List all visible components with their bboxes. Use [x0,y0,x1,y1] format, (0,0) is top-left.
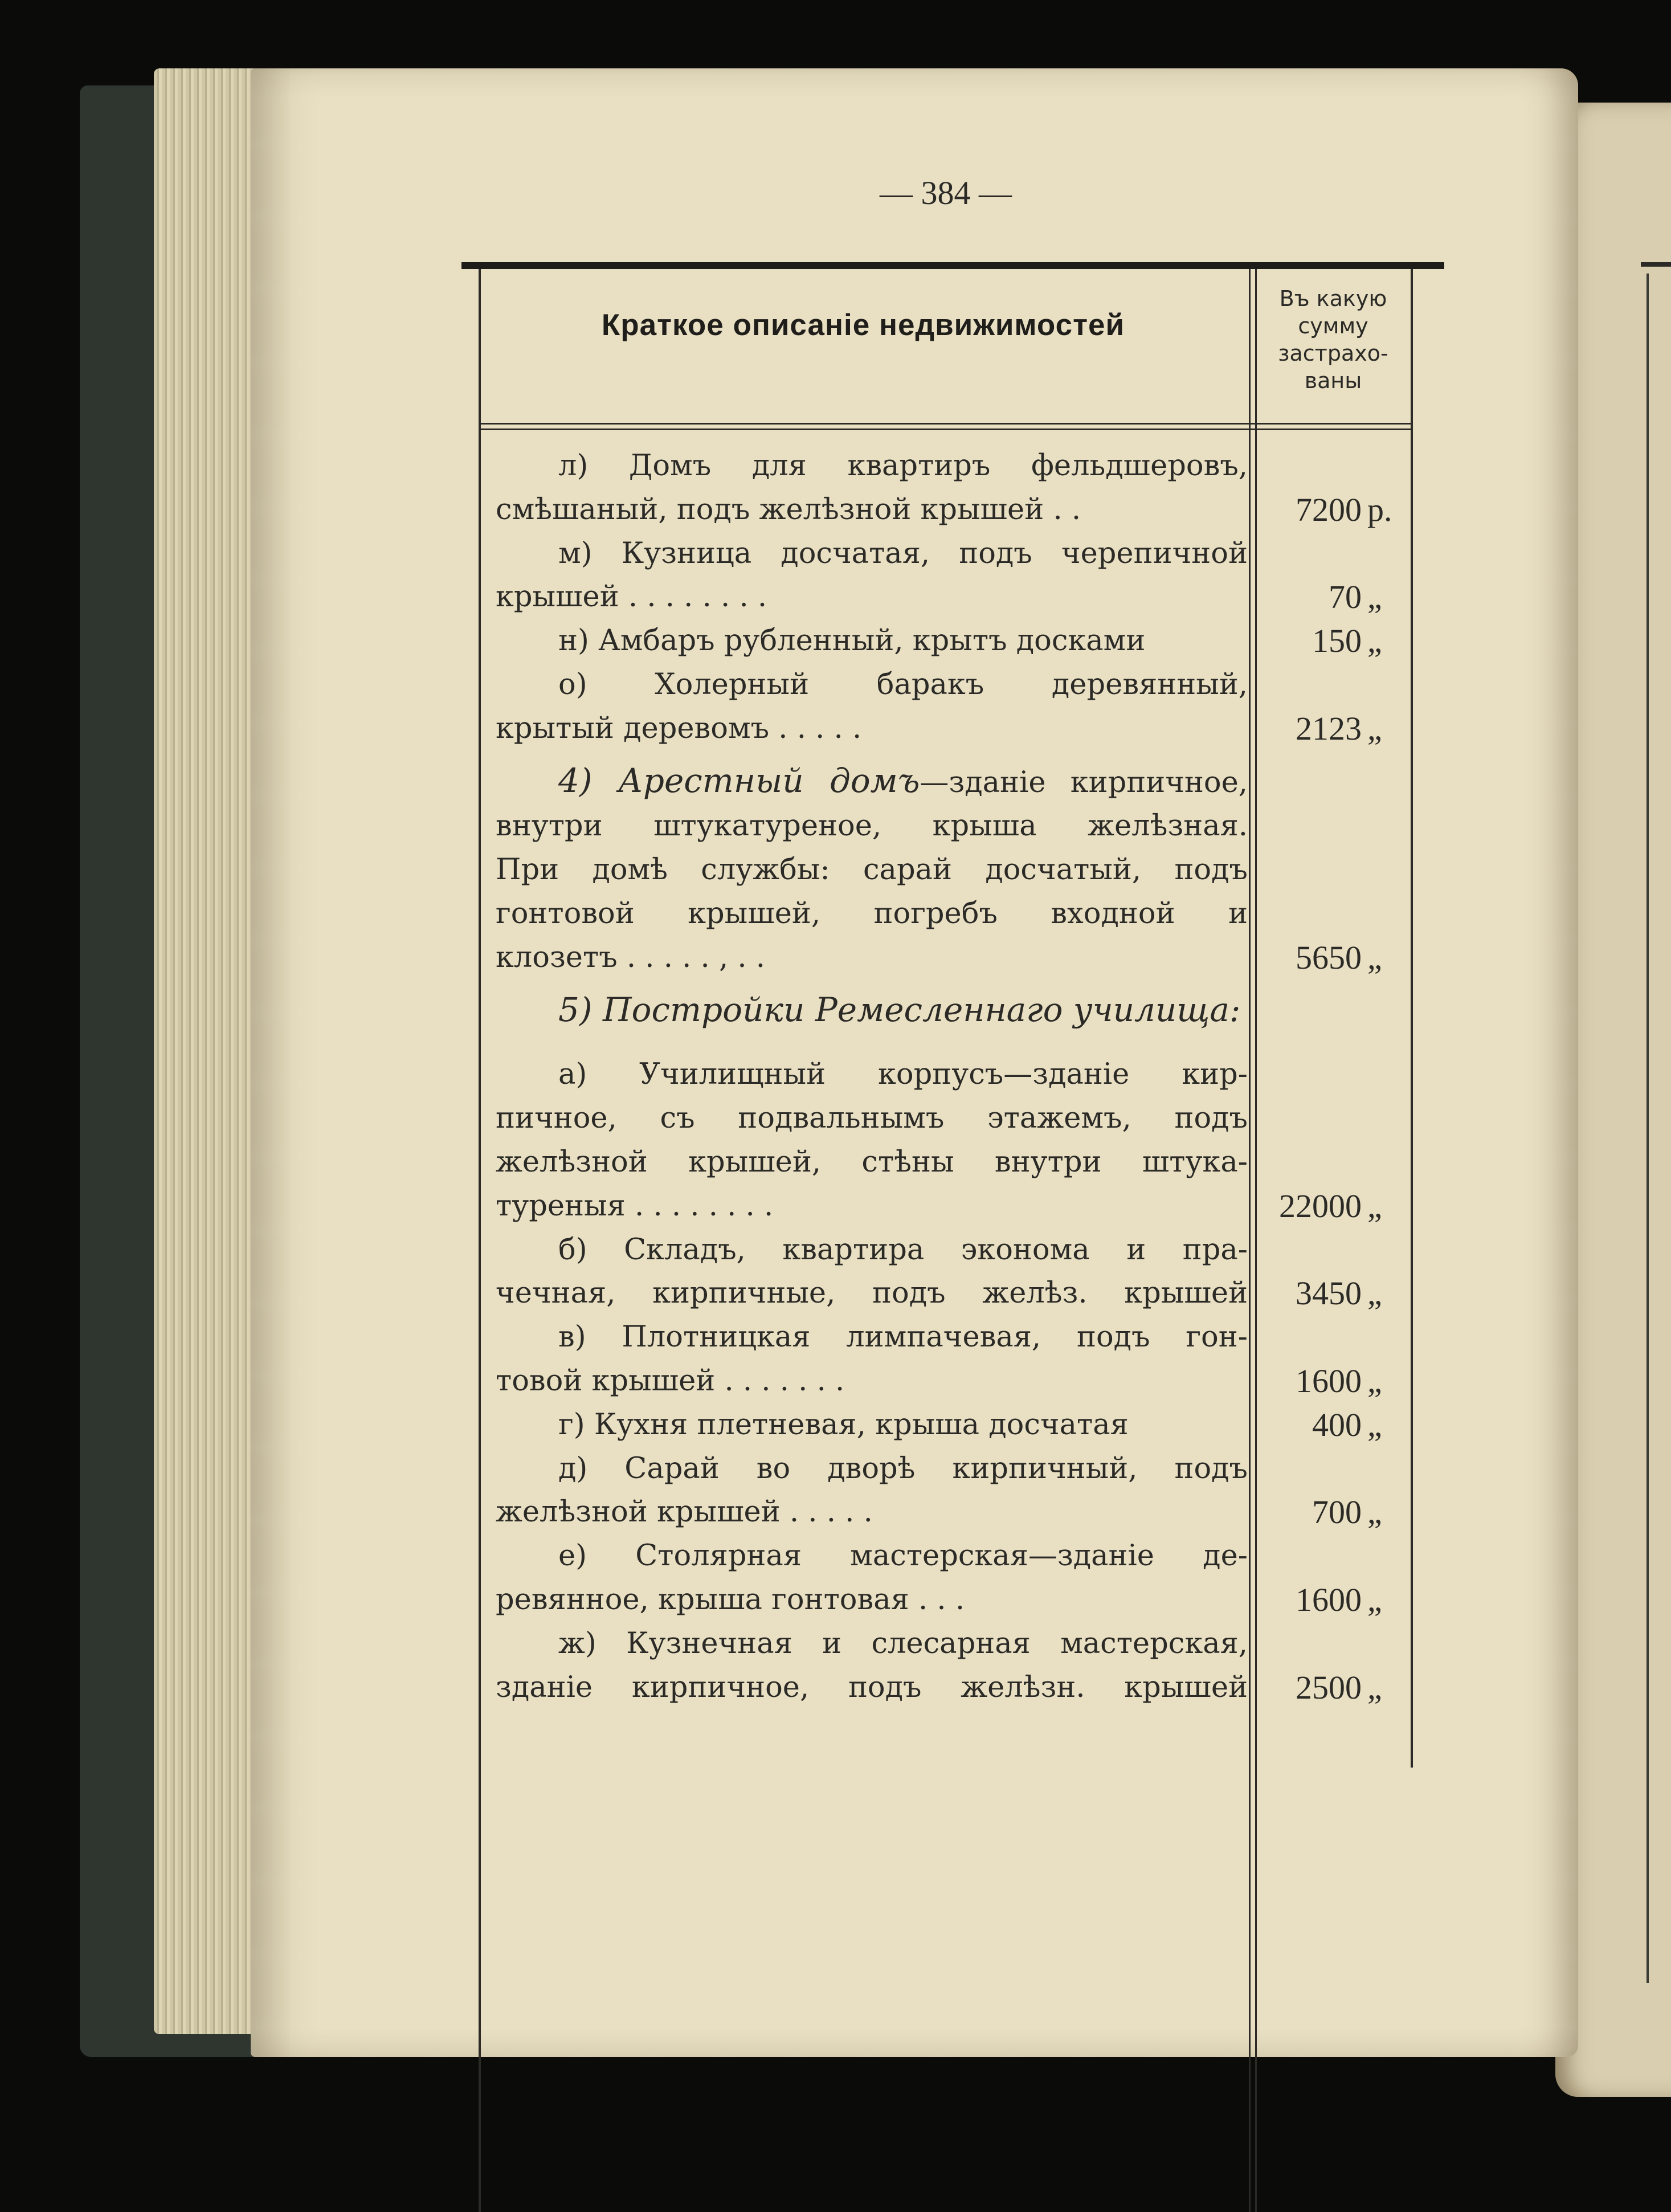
section-title: 4) Арестный домъ [558,761,920,800]
amount-cell [1259,1360,1419,1403]
entry-line: о) Холерный баракъ деревянный, [558,667,1248,701]
entry-line: смѣшаный, подъ желѣзной крышей . . [496,492,1081,527]
spacer [496,751,1248,759]
entry-arrest-house [496,759,1382,980]
entry-a [496,1053,1382,1228]
amount-value: 2500 [1296,1668,1362,1706]
table-column-divider-double [1255,269,1257,2212]
section-title-line [496,988,1248,1034]
amount-unit: „ [1367,622,1382,660]
amount-value: 700 [1312,1493,1362,1531]
amount-unit: „ [1367,1362,1382,1399]
entry-line: б) Складъ, квартира эконома и пра- [558,1232,1248,1267]
page-number: — 384 — [880,174,1012,211]
entry-line: в) Плотницкая лимпачевая, подъ гон- [558,1320,1248,1354]
amount-cell [1259,707,1419,751]
amount-value: 3450 [1296,1275,1362,1312]
amount-unit: „ [1367,1187,1382,1225]
amount-value: 2123 [1296,709,1362,747]
facing-page-line [1647,274,1649,1983]
entry-line: гонтовой крышей, погребъ входной и [496,896,1248,930]
amount-cell [1259,1403,1419,1447]
amount-unit: „ [1367,1493,1382,1531]
amount-value: 400 [1312,1406,1362,1443]
entry-line: крышей . . . . . . . . [496,580,767,614]
amount-cell [1259,936,1419,980]
entry-line: крытый деревомъ . . . . . [496,711,862,745]
amount-cell [1259,576,1419,619]
entry-zh [496,1622,1382,1710]
amount-value: 150 [1312,622,1362,660]
column-header-sum [1256,285,1410,394]
amount-unit: р. [1367,491,1392,528]
header-sum-line: ваны [1304,368,1362,393]
entry-line-text: —зданіе кирпичное, [920,765,1248,799]
amount-cell [1259,1185,1419,1229]
entry-line: а) Училищный корпусъ—зданіе кир- [558,1058,1248,1092]
entry-g [496,1403,1382,1447]
amount-cell [1259,619,1419,663]
entry-d [496,1447,1382,1535]
amount-cell [1259,1578,1419,1622]
section-title: 5) Постройки Ремесленнаго училища: [558,990,1241,1029]
entry-line: пичное, съ подвальнымъ этажемъ, подъ [496,1101,1248,1136]
amount-cell [1259,488,1419,532]
entry-line: желѣзной крышей, стѣны внутри штука- [496,1145,1248,1179]
entry-line: л) Домъ для квартиръ фельдшеровъ, [558,449,1248,483]
amount-cell [1259,1666,1419,1710]
amount-value: 7200 [1296,491,1362,528]
facing-page-rule [1641,262,1671,267]
amount-unit: „ [1367,578,1382,616]
entry-line: чечная, кирпичные, подъ желѣз. крышей [496,1276,1248,1311]
entry-b [496,1229,1382,1316]
entry-m [496,532,1382,620]
entry-line: г) Кухня плетневая, крыша досчатая [558,1407,1129,1442]
entry-n [496,619,1382,663]
entry-o [496,663,1382,751]
entry-line: ревянное, крыша гонтовая . . . [496,1582,965,1617]
table-body [496,444,1392,1709]
amount-unit: „ [1367,1668,1382,1706]
entry-e [496,1534,1382,1622]
column-header-description: Краткое описаніе недвижимостей [601,308,1125,342]
table-left-border [479,269,481,2212]
entry-line: н) Амбаръ рубленный, крытъ досками [558,624,1146,658]
entry-line: зданіе кирпичное, подъ желѣзн. крышей [496,1670,1248,1704]
entry-line: е) Столярная мастерская—зданіе де- [558,1539,1248,1573]
entry-school-buildings [496,988,1248,1034]
header-sum-line: застрахо- [1278,341,1388,366]
entry-line: желѣзной крышей . . . . . [496,1495,873,1529]
amount-value: 1600 [1296,1581,1362,1618]
amount-unit: „ [1367,1275,1382,1312]
entry-line: При домѣ службы: сарай досчатый, подъ [496,853,1248,887]
entry-line: туреныя . . . . . . . . [496,1189,774,1223]
amount-value: 5650 [1296,938,1362,976]
entry-line: д) Сарай во дворѣ кирпичный, подъ [558,1451,1248,1485]
table-top-rule [461,262,1444,269]
amount-unit: „ [1367,1581,1382,1618]
table-column-divider [1249,269,1251,2212]
amount-unit: „ [1367,1406,1382,1443]
amount-cell [1259,1272,1419,1316]
amount-cell [1259,1491,1419,1534]
entry-line: клозетъ . . . . . , . . [496,940,766,974]
spacer [496,1034,1248,1053]
spacer [496,980,1248,988]
header-sum-line: сумму [1298,313,1368,338]
entry-line: м) Кузница досчатая, подъ черепичной [558,536,1248,570]
entry-l [496,444,1392,532]
entry-line: товой крышей . . . . . . . [496,1364,845,1398]
entry-line [496,759,1248,805]
amount-value: 1600 [1296,1362,1362,1399]
entry-v [496,1316,1382,1403]
entry-line: ж) Кузнечная и слесарная мастерская, [558,1626,1248,1660]
amount-unit: „ [1367,709,1382,747]
entry-line: внутри штукатуреное, крыша желѣзная. [496,809,1248,843]
amount-unit: „ [1367,938,1382,976]
header-rule-double [479,428,1413,430]
amount-value: 70 [1329,578,1362,616]
header-sum-line: Въ какую [1279,286,1387,311]
header-rule [479,423,1413,425]
amount-value: 22000 [1279,1187,1362,1225]
